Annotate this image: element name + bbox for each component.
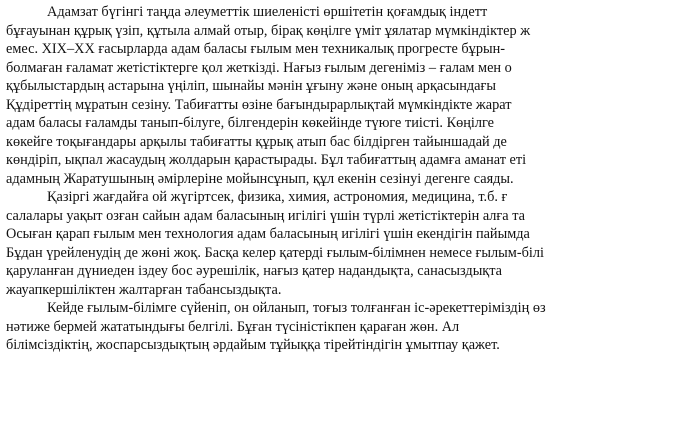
- text-line: құбылыстардың астарына үңіліп, шынайы мәнін ұғыну және оның арқасындағы: [6, 78, 496, 94]
- text-line: Құдіреттің мұратын сезіну. Табиғатты өзіне бағындырарлықтай мүмкіндікте жарат: [6, 96, 512, 113]
- text-line: нәтиже бермей жататындығы белгілі. Бұған түсiнiстiкпен қараған жөн. Ал: [6, 318, 460, 335]
- text-line: адамның Жаратушының әмірлеріне мойынсұнып, құл екенін сезінуі дегенге саяды.: [6, 170, 514, 187]
- text-line: Бұдан үрейленудің де жөні жоқ. Басқа келер қатерді ғылым-білімнен немесе ғылым-білі: [6, 244, 544, 261]
- text-line: Кейде ғылым-білімге сүйеніп, он ойланып, тоғыз толғанған іс-әрекеттеріміздің өз: [47, 300, 546, 316]
- text-line: көндіріп, ықпал жасаудың жолдарын қарастырады. Бұл табиғаттың адамға аманат еті: [6, 152, 527, 168]
- text-line: Қазіргі жағдайға ой жүгіртсек, физика, химия, астрономия, медицина, т.б. ғ: [47, 189, 508, 205]
- text-line: салалары уақыт озған сайын адам баласының игілігі үшін түрлі жетістіктерін алға та: [6, 207, 525, 224]
- text-line: болмаған ғаламат жетістіктерге қол жеткізді. Нағыз ғылым дегеніміз – ғалам мен о: [6, 59, 512, 76]
- text-line: емес. XIX–XX ғасырларда адам баласы ғылым мен техникалық прогресте бұрын-: [6, 41, 505, 57]
- text-line: адам баласы ғаламды танып-білуге, білгендерін көкейінде түюге тиісті. Көңілге: [6, 115, 495, 131]
- text-line: қаруланған дүниеден іздеу бос әурешілік, нағыз қатер надандықта, санасыздықта: [6, 263, 503, 279]
- text-line: жауапкершіліктен жалтарған табансыздықта.: [6, 281, 282, 298]
- text-line: көкейге тоқығандары арқылы табиғатты құрық атып бас білдірген тайыншадай де: [6, 133, 507, 150]
- text-line: Осыған қарап ғылым мен технология адам баласының игілігі үшін екендігін пайымда: [6, 226, 530, 242]
- text-line: білімсіздіктің, жоспарсыздықтың әрдайым тұйыққа тірейтіндігін ұмытпау қажет.: [6, 337, 500, 353]
- text-line: бұғауынан құрық үзіп, құтыла алмай отыр, бірақ көңілге үміт ұялатар мүмкіндіктер ж: [6, 22, 531, 39]
- text-line: Адамзат бүгінгі таңда әлеуметтік шиеленісті өршітетін қоғамдық індетт: [47, 4, 488, 20]
